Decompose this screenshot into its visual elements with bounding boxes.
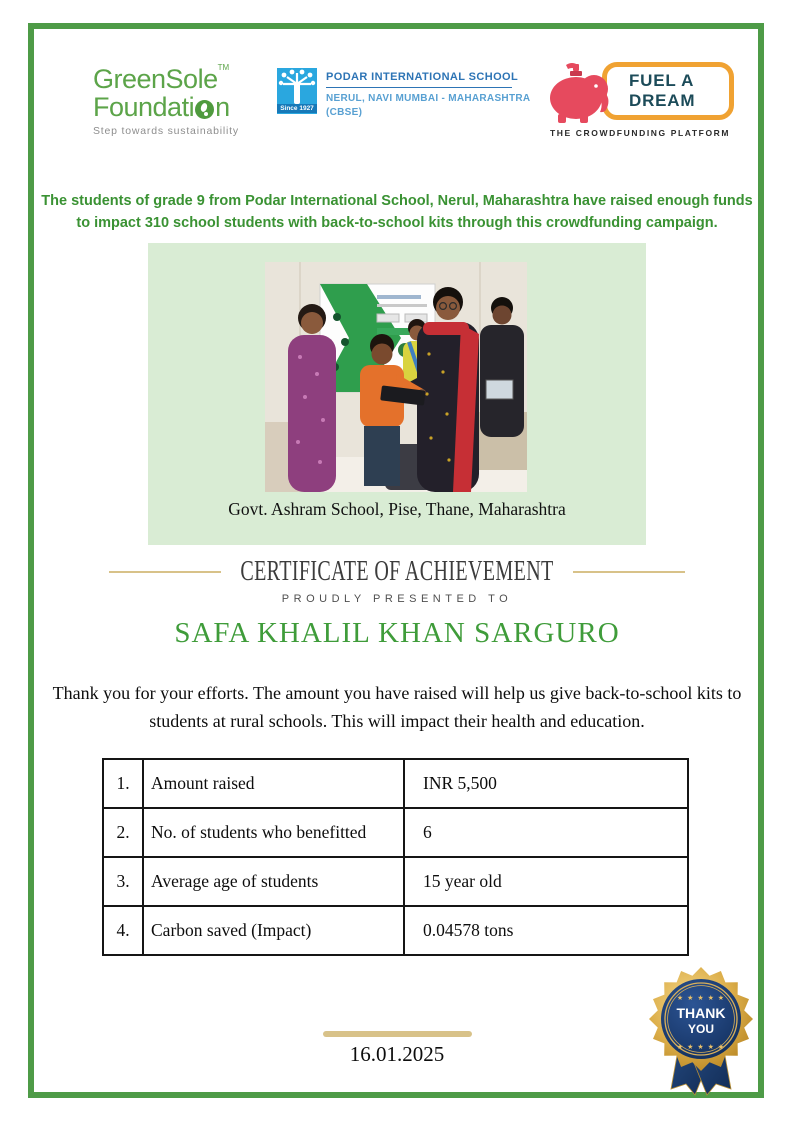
podar-text [326,68,530,119]
thank-you-badge [636,957,766,1104]
row-value: 15 year old [404,857,688,906]
row-number: 2. [103,808,143,857]
date-divider-line [323,1031,472,1037]
impact-table [102,758,689,956]
table-row [103,857,688,906]
podar-tree-icon [277,68,317,114]
greensole-tagline: Step towards sustainability [93,125,239,137]
row-label: Amount raised [143,759,404,808]
badge-stars-bottom: ★ ★ ★ ★ ★ [676,1044,726,1051]
recipient-name: SAFA KHALIL KHAN SARGURO [174,617,620,649]
badge-stars-top: ★ ★ ★ ★ ★ [676,995,726,1002]
podar-since-label: Since 1927 [277,104,317,113]
event-photo [265,262,527,492]
row-value: 0.04578 tons [404,906,688,955]
greensole-logo [93,64,239,137]
row-number: 4. [103,906,143,955]
row-value: INR 5,500 [404,759,688,808]
trademark-symbol: TM [217,63,230,72]
badge-you-label: YOU [687,1022,715,1036]
intro-paragraph: The students of grade 9 from Podar International School, Nerul, Maharashtra have raised enough funds to impact 310 school students with back-to-school kits through this crowdfunding campaign. [41,192,753,231]
row-number: 3. [103,857,143,906]
podar-logo [277,68,530,119]
badge-thank-label: THANK [676,1005,726,1021]
podar-board: (CBSE) [326,106,363,118]
date: 16.01.2025 [349,1042,445,1066]
podar-school-name: PODAR INTERNATIONAL SCHOOL [326,71,519,83]
photo-caption: Govt. Ashram School, Pise, Thane, Maharashtra [228,499,566,519]
certificate-title-row [0,556,794,588]
table-row [103,906,688,955]
greensole-foundation-word: Foundati n [93,92,230,122]
greensole-name: GreenSole [93,64,218,94]
table-row [103,808,688,857]
row-label: Carbon saved (Impact) [143,906,404,955]
row-label: No. of students who benefitted [143,808,404,857]
photo-panel [148,243,646,545]
podar-location: NERUL, NAVI MUMBAI - MAHARASHTRA [326,93,531,104]
row-number: 1. [103,759,143,808]
row-label: Average age of students [143,857,404,906]
fuel-tagline: THE CROWDFUNDING PLATFORM [550,128,731,138]
thank-you-message: Thank you for your efforts. The amount you have raised will help us give back-to-school kits to students at rural schools. This will impact their health and education. [52,683,742,731]
title-left-line [109,571,221,573]
footprint-icon [195,100,214,119]
presented-to-label: PROUDLY PRESENTED TO [281,593,513,605]
table-row [103,759,688,808]
fuel-a-dream-wordmark: FUEL A DREAM [602,62,734,120]
podar-divider [326,87,512,88]
greensole-wordmark [93,64,239,93]
row-value: 6 [404,808,688,857]
certificate-title: CERTIFICATE OF ACHIEVEMENT [240,556,554,587]
elephant-piggybank-icon [546,62,612,129]
title-right-line [573,571,685,573]
